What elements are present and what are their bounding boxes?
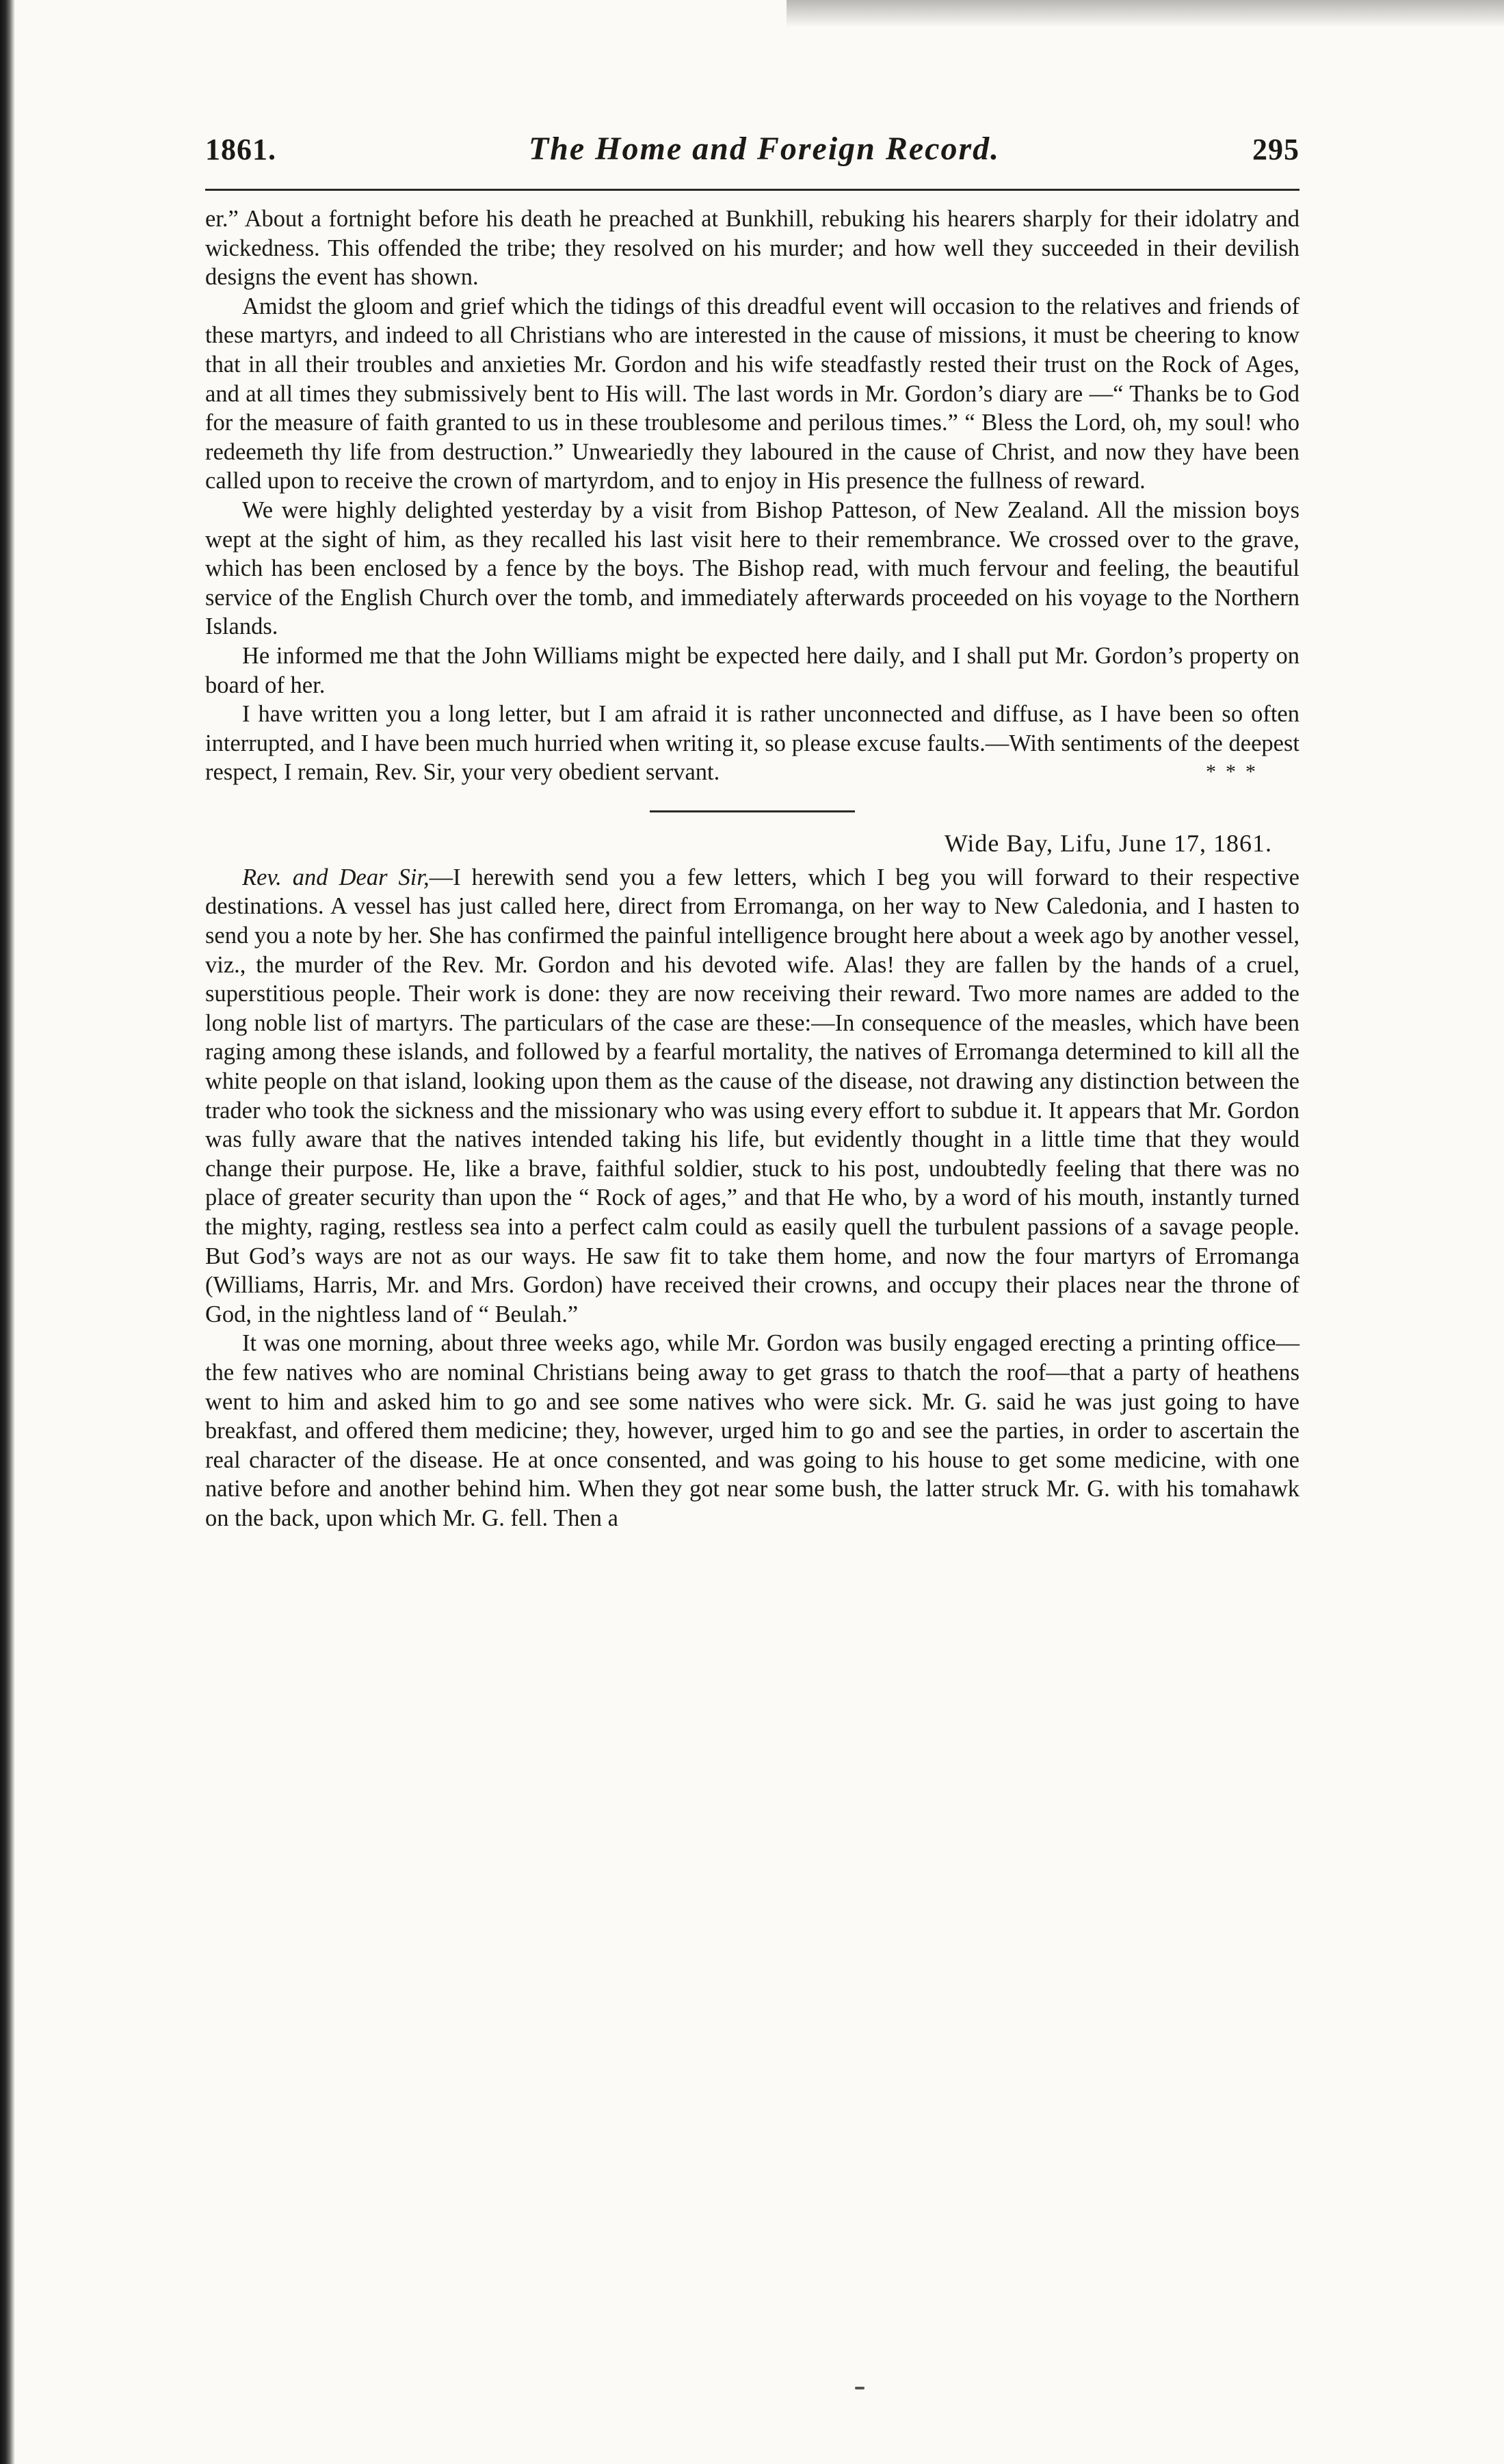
header-year: 1861. <box>205 133 276 166</box>
header-rule <box>205 189 1299 191</box>
page-smudge <box>855 2387 865 2389</box>
section-divider <box>650 810 855 812</box>
binding-edge <box>0 0 15 2464</box>
first-letter-body <box>205 204 1299 787</box>
closing-paragraph <box>205 700 1299 787</box>
closing-text: I have written you a long letter, but I am afraid it is rather unconnected and diffuse, as I have been so often interrupted, and I have been much hurried when writing it, so please excuse faults.—With sentiments of the deepest respect, I remain, Rev. Sir, your very obedient servant. <box>205 701 1299 786</box>
journal-title: The Home and Foreign Record. <box>528 131 1001 167</box>
paragraph: It was one morning, about three weeks ago, while Mr. Gordon was busily engaged erecting a printing office—the few natives who are nominal Christians being away to get grass to thatch the roof—that a party of heathens went to him and asked him to go and see some natives who were sick. Mr. G. said he was just going to have breakfast, and offered them medicine; they, however, urged him to go and see the parties, in order to ascertain the real character of the disease. He at once consented, and was going to his house to get some medicine, with one native before and another behind him. When they got near some bush, the latter struck Mr. G. with his tomahawk on the back, upon which Mr. G. fell. Then a <box>205 1330 1299 1531</box>
paragraph: We were highly delighted yesterday by a visit from Bishop Patteson, of New Zealand. All the mission boys wept at the sight of him, as they recalled his last visit here to their remembrance. We crossed over to the grave, which has been enclosed by a fence by the boys. The Bishop read, with much fervour and feeling, the beautiful service of the English Church over the tomb, and immediately afterwards proceeded on his voyage to the Northern Islands. <box>205 496 1299 640</box>
page <box>205 130 1299 1533</box>
dateline: Wide Bay, Lifu, June 17, 1861. <box>944 829 1272 857</box>
running-header <box>205 130 1299 185</box>
opening-text: —I herewith send you a few letters, which I beg you will forward to their respective destinations. A vessel has just called here, direct from Erromanga, on her way to New Caledonia, and I hasten to send you a note by her. She has confirmed the painful intelligence brought here about a week ago by another vessel, viz., the murder of the Rev. Mr. Gordon and his devoted wife. Alas! they are fallen by the hands of a cruel, superstitious people. Their work is done: they are now receiving their reward. Two more names are added to the long noble list of martyrs. The particulars of the case are these:—In consequence of the measles, which have been raging among these islands, and followed by a fearful mortality, the natives of Erromanga determined to kill all the white people on that island, looking upon them as the cause of the disease, not drawing any distinction between the trader who took the sickness and the missionary who was using every effort to subdue it. It appears that Mr. Gordon was fully aware that the natives intended taking his life, but evidently thought in a little time that they would change their purpose. He, like a brave, faithful soldier, stuck to his post, undoubtedly feeling that there was no place of greater security than upon the “ Rock of ages,” and that He who, by a word of his mouth, instantly turned the mighty, raging, restless sea into a perfect calm could as easily quell the turbulent passions of a savage people. But God’s ways are not as our ways. He saw fit to take them home, and now the four martyrs of Erromanga (Williams, Harris, Mr. and Mrs. Gordon) have received their crowns, and occupy their places near the throne of God, in the nightless land of “ Beulah.” <box>205 864 1299 1327</box>
opening-paragraph <box>205 863 1299 1329</box>
scan-edge-noise <box>787 0 1504 27</box>
paragraph: Amidst the gloom and grief which the tidings of this dreadful event will occasion to the relatives and friends of these martyrs, and indeed to all Christians who are interested in the cause of missions, it must be cheering to know that in all their troubles and anxieties Mr. Gordon and his wife steadfastly rested their trust on the Rock of Ages, and at all times they submissively bent to His will. The last words in Mr. Gordon’s diary are —“ Thanks be to God for the measure of faith granted to us in these troublesome and perilous times.” “ Bless the Lord, oh, my soul! who redeemeth thy life from destruction.” Unweariedly they laboured in the cause of Christ, and now they have been called upon to receive the crown of martyrdom, and to enjoy in His presence the fullness of reward. <box>205 293 1299 494</box>
page-number: 295 <box>1252 133 1299 166</box>
paragraph: He informed me that the John Williams might be expected here daily, and I shall put Mr. Gordon’s property on board of her. <box>205 642 1299 698</box>
paragraph: er.” About a fortnight before his death he preached at Bunkhill, rebuking his hearers sharply for their idolatry and wickedness. This offended the tribe; they resolved on his murder; and how well they succeeded in their devilish designs the event has shown. <box>205 206 1299 291</box>
salutation: Rev. and Dear Sir, <box>242 864 430 890</box>
second-letter-body <box>205 863 1299 1533</box>
asterism-signature: * * * <box>1205 760 1258 784</box>
